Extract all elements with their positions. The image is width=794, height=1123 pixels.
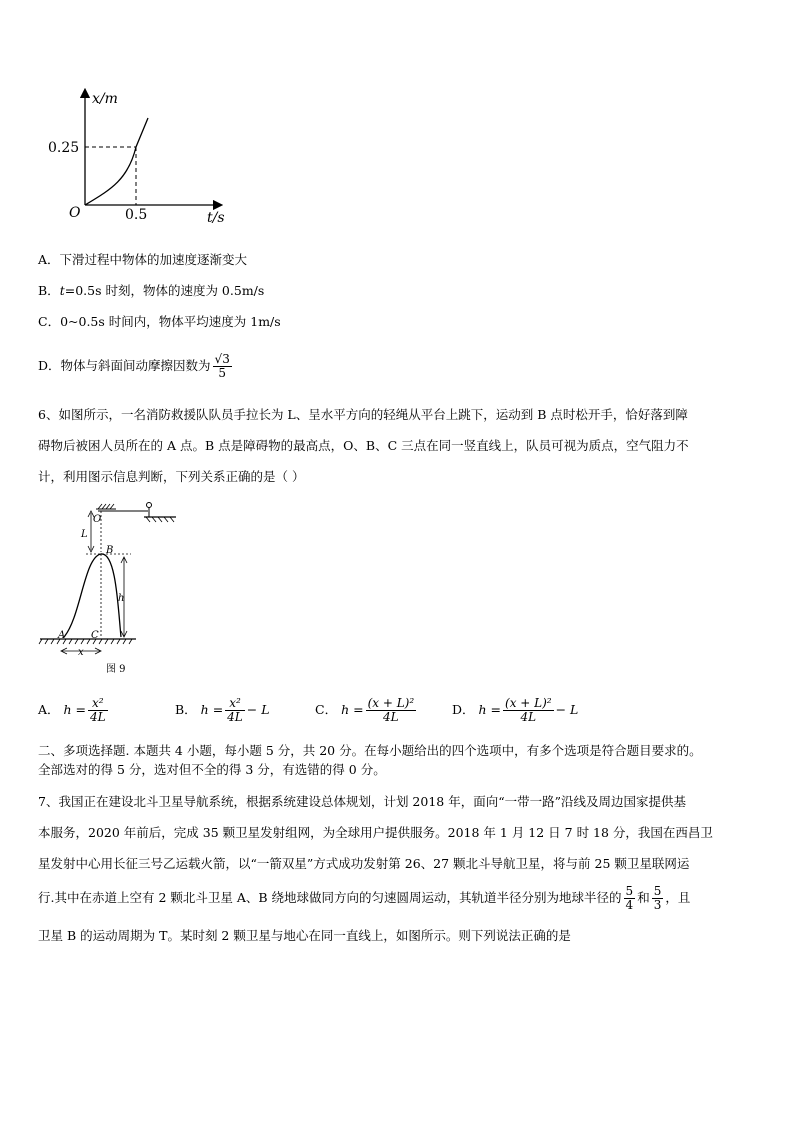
xt-graph <box>40 85 240 230</box>
person-on-platform <box>147 503 152 508</box>
q6-stem: 6、如图所示，一名消防救援队队员手拉长为 L、呈水平方向的轻绳从平台上跳下，运动到 B 点时松开手，恰好落到障 碍物后被困人员所在的 A 点。B 点是障碍物的最高点，O、B、C 三点在同一竖直线上，队员可视为质点，空气阻力不 计，利用图示信息判断，下列关系正确的是（ ） <box>38 407 689 484</box>
q7-line5: 卫星 B 的运动周期为 T。某时刻 2 颗卫星与地心在同一直线上，如图所示。则下列说法正确的是 <box>38 928 571 943</box>
d-fraction: $\frac{√3}{5}$ <box>214 352 230 380</box>
q5-option-c[interactable]: C．0~0.5s 时间内，物体平均速度为 1m/s <box>38 314 281 329</box>
label-O: O <box>93 514 102 525</box>
q5-option-b[interactable]: B．t=0.5s 时刻，物体的速度为 0.5m/s <box>38 283 265 298</box>
figure-9 <box>36 497 186 677</box>
q5-option-d[interactable]: D．物体与斜面间动摩擦因数为 $\frac{√3}{5}$ <box>38 352 230 380</box>
label-B: B <box>106 545 114 556</box>
section-2-header: 二、多项选择题. 本题共 4 小题，每小题 5 分，共 20 分。在每小题给出的四个选项中，有多个选项是符合题目要求的。 全部选对的得 5 分，选对但不全的得 3 分，有选错的得 0 分。 <box>38 743 702 777</box>
q7-stem: 7、我国正在建设北斗卫星导航系统，根据系统建设总体规划，计划 2018 年，面向“一带一路”沿线及周边国家提供基 本服务，2020 年前后，完成 35 颗卫星发射组网，为全球用户提供服务。2018 年 1 月 12 日 7 时 18 分，我国在西昌卫 星发射中心用长征三号乙运载火箭，以“一箭双星”方式成功发射第 26、27 颗北斗导航卫星，将与前 25 颗卫星联网运 <box>38 794 713 871</box>
q7-line4: 行.其中在赤道上空有 2 颗北斗卫星 A、B 绕地球做同方向的匀速圆周运动，其轨道半径分别为地球半径的 $\frac{5}{4}$ 和 $\frac{5}{3}$ ，且 <box>38 884 691 912</box>
q6-option-c[interactable]: C． h = $\frac{\text{(x + L)²}}{4L}$ <box>315 696 415 724</box>
label-L: L <box>81 529 88 540</box>
q6-option-a[interactable]: A． h = $\frac{\text{x²}}{4L}$ <box>38 696 106 724</box>
q5-option-a[interactable]: A．下滑过程中物体的加速度逐渐变大 <box>38 252 248 267</box>
obstacle-curve <box>64 554 121 637</box>
label-h: h <box>118 593 125 604</box>
q6-option-b[interactable]: B． h = $\frac{\text{x²}}{4L}$ − L <box>175 696 270 724</box>
figure-caption: 图 9 <box>106 664 126 675</box>
xt-curve <box>85 118 148 205</box>
radius-fraction-a: $\frac{5}{4}$ <box>625 884 634 912</box>
x-axis-label: t/s <box>207 210 225 226</box>
label-A: A <box>58 630 66 641</box>
origin-label: O <box>69 205 81 221</box>
x-tick-label: 0.5 <box>125 207 148 223</box>
y-axis-label: x/m <box>92 91 118 107</box>
q6-option-d[interactable]: D． h = $\frac{\text{(x + L)²}}{4L}$ − L <box>452 696 579 724</box>
y-tick-label: 0.25 <box>48 140 80 156</box>
label-x: x <box>78 647 84 658</box>
radius-fraction-b: $\frac{5}{3}$ <box>653 884 662 912</box>
label-C: C <box>91 630 99 641</box>
